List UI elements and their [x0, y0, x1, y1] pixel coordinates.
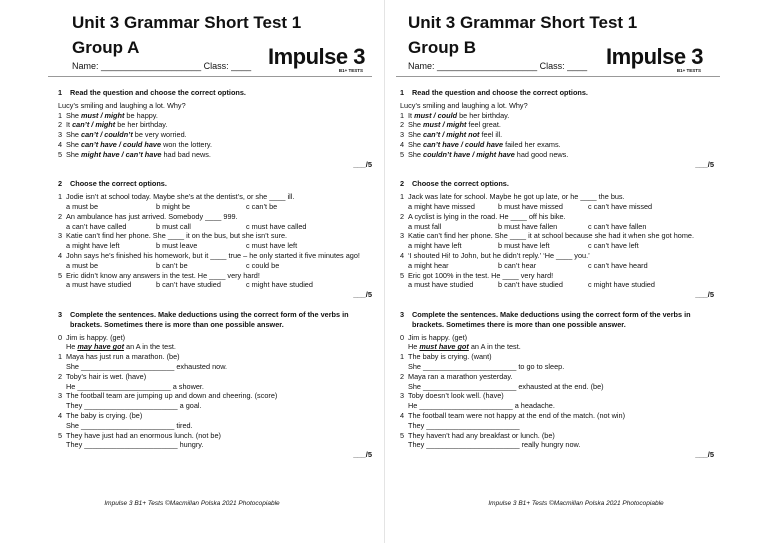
item-prompt: Jim is happy. (get) — [408, 332, 468, 342]
item-number: 4 — [400, 410, 405, 420]
group-label: Group B — [408, 38, 476, 57]
item-number: 1 — [58, 110, 63, 120]
option-b[interactable]: b must have left — [498, 241, 550, 251]
question-item — [58, 251, 372, 261]
item-number: 2 — [400, 371, 405, 381]
answer-blank[interactable]: They _______________________ — [408, 420, 520, 430]
item-text: She — [66, 139, 82, 149]
test-page-group-b — [384, 0, 768, 543]
question-item — [400, 391, 714, 401]
item-number: 0 — [58, 332, 63, 342]
option-c[interactable]: c might have studied — [246, 280, 313, 290]
option-b[interactable]: b must have missed — [498, 201, 563, 211]
item-text: She — [408, 120, 424, 130]
item-number: 2 — [400, 120, 405, 130]
question-item — [58, 372, 372, 382]
item-prompt: They have just had an enormous lunch. (not be) — [66, 430, 221, 440]
exercise-instruction: Read the question and choose the correct options. — [412, 88, 588, 97]
item-text: had good news. — [514, 149, 569, 159]
question-item — [400, 140, 714, 150]
answer-line[interactable] — [400, 401, 714, 411]
item-number: 4 — [58, 410, 63, 420]
item-number: 3 — [400, 391, 405, 401]
example-answer — [400, 342, 714, 352]
option-c[interactable]: c can’t have left — [588, 241, 639, 251]
score-box: ___/5 — [353, 450, 372, 460]
question-item — [58, 352, 372, 362]
score-box: ___/5 — [353, 159, 372, 169]
item-text: A cyclist is lying in the road. He ____ off his bike. — [408, 211, 566, 221]
answer-line[interactable] — [400, 362, 714, 372]
answer-options — [58, 202, 372, 212]
question-item — [58, 120, 372, 130]
item-number: 3 — [58, 130, 63, 140]
exercise-intro: Lucy’s smiling and laughing a lot. Why? — [58, 100, 186, 110]
item-text: be her birthday. — [457, 110, 510, 120]
question-item — [58, 431, 372, 441]
example-item — [400, 333, 714, 343]
example-answer-text: must have got — [419, 342, 469, 352]
question-item — [400, 192, 714, 202]
option-b[interactable]: b must leave — [156, 241, 198, 251]
exercise-3 — [58, 310, 372, 460]
name-class-line: Name: ____________________ Class: ____ — [408, 61, 588, 71]
exercise-heading — [400, 88, 714, 98]
answer-blank[interactable]: They _______________________ a goal. — [66, 401, 202, 411]
question-item — [400, 372, 714, 382]
item-text: be her birthday. — [115, 120, 168, 130]
answer-line[interactable] — [400, 440, 714, 450]
item-number: 1 — [58, 352, 63, 362]
item-number: 3 — [58, 391, 63, 401]
exercise-number: 3 — [58, 309, 63, 319]
option-c[interactable]: c might have studied — [588, 280, 655, 290]
exercise-intro: Lucy’s smiling and laughing a lot. Why? — [400, 100, 528, 110]
choice-options[interactable]: can’t have / could have — [81, 139, 162, 149]
exercise-3 — [400, 310, 714, 460]
item-number: 3 — [400, 130, 405, 140]
header-rule — [396, 76, 720, 77]
item-text: be very worried. — [132, 130, 187, 140]
item-prompt: Maya has just run a marathon. (be) — [66, 352, 180, 362]
option-c[interactable]: c can’t have heard — [588, 260, 648, 270]
choice-options[interactable]: must / might — [81, 110, 125, 120]
example-answer — [58, 342, 372, 352]
question-item — [400, 120, 714, 130]
item-text: Jack was late for school. Maybe he got up late, or he ____ the bus. — [408, 192, 625, 202]
answer-options — [58, 280, 372, 290]
question-item — [400, 352, 714, 362]
answer-options — [400, 261, 714, 271]
item-text: He — [408, 342, 420, 352]
option-c[interactable]: c must have called — [246, 221, 307, 231]
answer-line[interactable] — [400, 382, 714, 392]
test-content — [400, 88, 714, 470]
option-a[interactable]: a might hear — [408, 260, 449, 270]
logo-subtitle: B1+ TESTS — [676, 68, 701, 73]
logo-subtitle: B1+ TESTS — [338, 68, 363, 73]
exercise-instruction: Choose the correct options. — [412, 179, 509, 189]
item-number: 2 — [58, 211, 63, 221]
answer-line[interactable] — [58, 421, 372, 431]
exercise-number: 3 — [400, 309, 405, 319]
question-item — [400, 212, 714, 222]
item-prompt: The baby is crying. (be) — [66, 410, 143, 420]
item-text: feel great. — [466, 120, 501, 130]
item-text: Eric didn’t know any answers in the test. He ____ very hard! — [66, 270, 260, 280]
item-number: 5 — [400, 270, 405, 280]
item-number: 1 — [400, 352, 405, 362]
exercise-heading — [400, 179, 714, 189]
question-item — [58, 391, 372, 401]
page-title: Unit 3 Grammar Short Test 1 — [408, 13, 638, 32]
item-prompt: The football team are jumping up and down and cheering. (score) — [66, 391, 278, 401]
example-item — [58, 333, 372, 343]
score-box: ___/5 — [695, 159, 714, 169]
item-text: feel ill. — [479, 130, 503, 140]
option-a[interactable]: a can’t have called — [66, 221, 127, 231]
exercise-1 — [400, 88, 714, 169]
question-item — [58, 411, 372, 421]
exercise-heading — [58, 179, 372, 189]
answer-options — [58, 222, 372, 232]
item-number: 3 — [400, 231, 405, 241]
option-c[interactable]: c can’t be — [246, 201, 278, 211]
item-text: An ambulance has just arrived. Somebody ____ 999. — [66, 211, 238, 221]
option-b[interactable]: b must call — [156, 221, 191, 231]
question-item — [58, 271, 372, 281]
exercise-2 — [58, 179, 372, 300]
answer-blank[interactable]: She _______________________ to go to sleep. — [408, 361, 565, 371]
item-number: 5 — [58, 149, 63, 159]
item-number: 1 — [58, 192, 63, 202]
choice-options[interactable]: can’t / might — [72, 120, 116, 130]
question-item — [58, 140, 372, 150]
question-item — [400, 251, 714, 261]
item-text: John says he’s finished his homework, but it ____ true – he only started it five minutes ago! — [66, 250, 360, 260]
item-text: She — [66, 149, 82, 159]
exercise-number: 2 — [58, 179, 63, 189]
item-text: Katie can’t find her phone. She ____ it on the bus, but she isn’t sure. — [66, 231, 288, 241]
question-item — [400, 411, 714, 421]
answer-options — [400, 222, 714, 232]
answer-blank[interactable]: She _______________________ exhausted now. — [66, 361, 228, 371]
answer-options — [58, 241, 372, 251]
logo-text: Impulse 3 — [606, 44, 703, 69]
choice-options[interactable]: might have / can’t have — [81, 149, 162, 159]
item-text: She — [408, 139, 424, 149]
choice-options[interactable]: must / could — [414, 110, 458, 120]
exercise-2 — [400, 179, 714, 300]
item-prompt: The football team were not happy at the end of the match. (not win) — [408, 410, 626, 420]
item-text: She — [66, 110, 82, 120]
item-prompt: Toby doesn’t look well. (have) — [408, 391, 504, 401]
score-box: ___/5 — [353, 290, 372, 300]
item-prompt: The baby is crying. (want) — [408, 352, 492, 362]
answer-options — [400, 202, 714, 212]
exercise-heading — [58, 310, 372, 330]
impulse-logo — [268, 44, 365, 73]
choice-options[interactable]: can’t / might not — [423, 130, 480, 140]
item-text: Katie can’t find her phone. She ____ it at school because she had it when she got home. — [408, 231, 694, 241]
answer-blank[interactable]: She _______________________ exhausted at the end. (be) — [408, 381, 604, 391]
page-footer: Impulse 3 B1+ Tests ©Macmillan Polska 2021 Photocopiable — [488, 500, 664, 507]
exercise-instruction: Choose the correct options. — [70, 179, 167, 189]
item-number: 4 — [400, 250, 405, 260]
item-number: 5 — [58, 430, 63, 440]
question-item — [58, 231, 372, 241]
score-box: ___/5 — [695, 290, 714, 300]
option-b[interactable]: b can’t have studied — [498, 280, 563, 290]
exercise-instruction: Complete the sentences. Make deductions using the correct form of the verbs in brackets. Sometimes there is more than one possible answer. — [70, 309, 349, 329]
answer-line[interactable] — [58, 401, 372, 411]
answer-line[interactable] — [58, 382, 372, 392]
item-number: 5 — [58, 270, 63, 280]
question-item — [400, 431, 714, 441]
option-b[interactable]: b can’t have studied — [156, 280, 221, 290]
exercise-number: 1 — [58, 88, 63, 97]
option-a[interactable]: a might have left — [66, 241, 120, 251]
option-b[interactable]: b can’t be — [156, 260, 188, 270]
item-number: 0 — [400, 332, 405, 342]
question-item — [400, 231, 714, 241]
option-b[interactable]: b might be — [156, 201, 191, 211]
example-answer-text: may have got — [77, 342, 124, 352]
exercise-1 — [58, 88, 372, 169]
option-a[interactable]: a must fall — [408, 221, 442, 231]
item-text: Jodie isn’t at school today. Maybe she’s at the dentist’s, or she ____ ill. — [66, 192, 295, 202]
logo-text: Impulse 3 — [268, 44, 365, 69]
option-a[interactable]: a must be — [66, 201, 99, 211]
impulse-logo — [606, 44, 703, 73]
choice-options[interactable]: couldn’t have / might have — [423, 149, 515, 159]
item-text: He — [66, 342, 78, 352]
page-footer: Impulse 3 B1+ Tests ©Macmillan Polska 2021 Photocopiable — [104, 500, 280, 507]
item-number: 1 — [400, 192, 405, 202]
item-text: It — [66, 120, 73, 130]
answer-line[interactable] — [58, 362, 372, 372]
answer-blank[interactable]: He _______________________ a headache. — [408, 401, 555, 411]
header-rule — [48, 76, 372, 77]
exercise-heading — [400, 310, 714, 330]
item-text: She — [66, 130, 82, 140]
exercise-number: 2 — [400, 179, 405, 189]
item-text: It — [408, 110, 415, 120]
option-a[interactable]: a might have left — [408, 241, 462, 251]
question-item — [58, 212, 372, 222]
option-a[interactable]: a must have studied — [408, 280, 474, 290]
question-item — [58, 150, 372, 160]
test-content — [58, 88, 372, 470]
item-number: 3 — [58, 231, 63, 241]
item-number: 1 — [400, 110, 405, 120]
item-number: 5 — [400, 149, 405, 159]
item-number: 4 — [58, 139, 63, 149]
item-text: She — [408, 149, 424, 159]
answer-line[interactable] — [58, 440, 372, 450]
choice-options[interactable]: can’t have / could have — [423, 139, 504, 149]
question-item — [400, 111, 714, 121]
item-text: Eric got 100% in the test. He ____ very hard! — [408, 270, 554, 280]
answer-blank[interactable]: He _______________________ a shower. — [66, 381, 204, 391]
option-c[interactable]: c can’t have missed — [588, 201, 653, 211]
item-text: She — [408, 130, 424, 140]
item-text: had bad news. — [161, 149, 211, 159]
item-text: won the lottery. — [161, 139, 213, 149]
exercise-instruction: Read the question and choose the correct options. — [70, 88, 246, 97]
answer-blank[interactable]: They _______________________ hungry. — [66, 440, 204, 450]
option-a[interactable]: a might have missed — [408, 201, 475, 211]
question-item — [400, 271, 714, 281]
score-box: ___/5 — [695, 450, 714, 460]
item-number: 2 — [58, 120, 63, 130]
option-b[interactable]: b can’t hear — [498, 260, 537, 270]
item-number: 2 — [400, 211, 405, 221]
answer-blank[interactable]: She _______________________ tired. — [66, 420, 193, 430]
item-number: 5 — [400, 430, 405, 440]
name-class-line: Name: ____________________ Class: ____ — [72, 61, 252, 71]
exercise-heading — [58, 88, 372, 98]
option-b[interactable]: b must have fallen — [498, 221, 558, 231]
option-a[interactable]: a must have studied — [66, 280, 132, 290]
choice-options[interactable]: must / might — [423, 120, 467, 130]
exercise-number: 1 — [400, 88, 405, 97]
item-text: failed her exams. — [503, 139, 561, 149]
item-number: 2 — [58, 371, 63, 381]
item-prompt: Maya ran a marathon yesterday. — [408, 371, 513, 381]
answer-options — [400, 241, 714, 251]
page-title: Unit 3 Grammar Short Test 1 — [72, 13, 302, 32]
answer-line[interactable] — [400, 421, 714, 431]
item-prompt: Toby’s hair is wet. (have) — [66, 371, 147, 381]
answer-blank[interactable]: They _______________________ really hungry now. — [408, 440, 581, 450]
item-number: 4 — [58, 250, 63, 260]
option-c[interactable]: c could be — [246, 260, 280, 270]
item-prompt: Jim is happy. (get) — [66, 332, 126, 342]
option-c[interactable]: c can’t have fallen — [588, 221, 647, 231]
item-text: an A in the test. — [468, 342, 521, 352]
choice-options[interactable]: can’t / couldn’t — [81, 130, 133, 140]
answer-options — [58, 261, 372, 271]
question-item — [400, 130, 714, 140]
question-item — [400, 150, 714, 160]
question-item — [58, 192, 372, 202]
option-c[interactable]: c must have left — [246, 241, 298, 251]
answer-options — [400, 280, 714, 290]
item-text: an A in the test. — [124, 342, 176, 352]
item-number: 4 — [400, 139, 405, 149]
group-label: Group A — [72, 38, 140, 57]
exercise-instruction: Complete the sentences. Make deductions using the correct form of the verbs in brackets. Sometimes there is more than one possible answer. — [412, 309, 691, 329]
item-prompt: They haven’t had any breakfast or lunch. (be) — [408, 430, 555, 440]
question-item — [58, 130, 372, 140]
question-item — [58, 111, 372, 121]
item-text: ‘I shouted Hi! to John, but he didn’t reply.’ ‘He ____ you.’ — [408, 250, 590, 260]
option-a[interactable]: a must be — [66, 260, 99, 270]
item-text: be happy. — [124, 110, 158, 120]
